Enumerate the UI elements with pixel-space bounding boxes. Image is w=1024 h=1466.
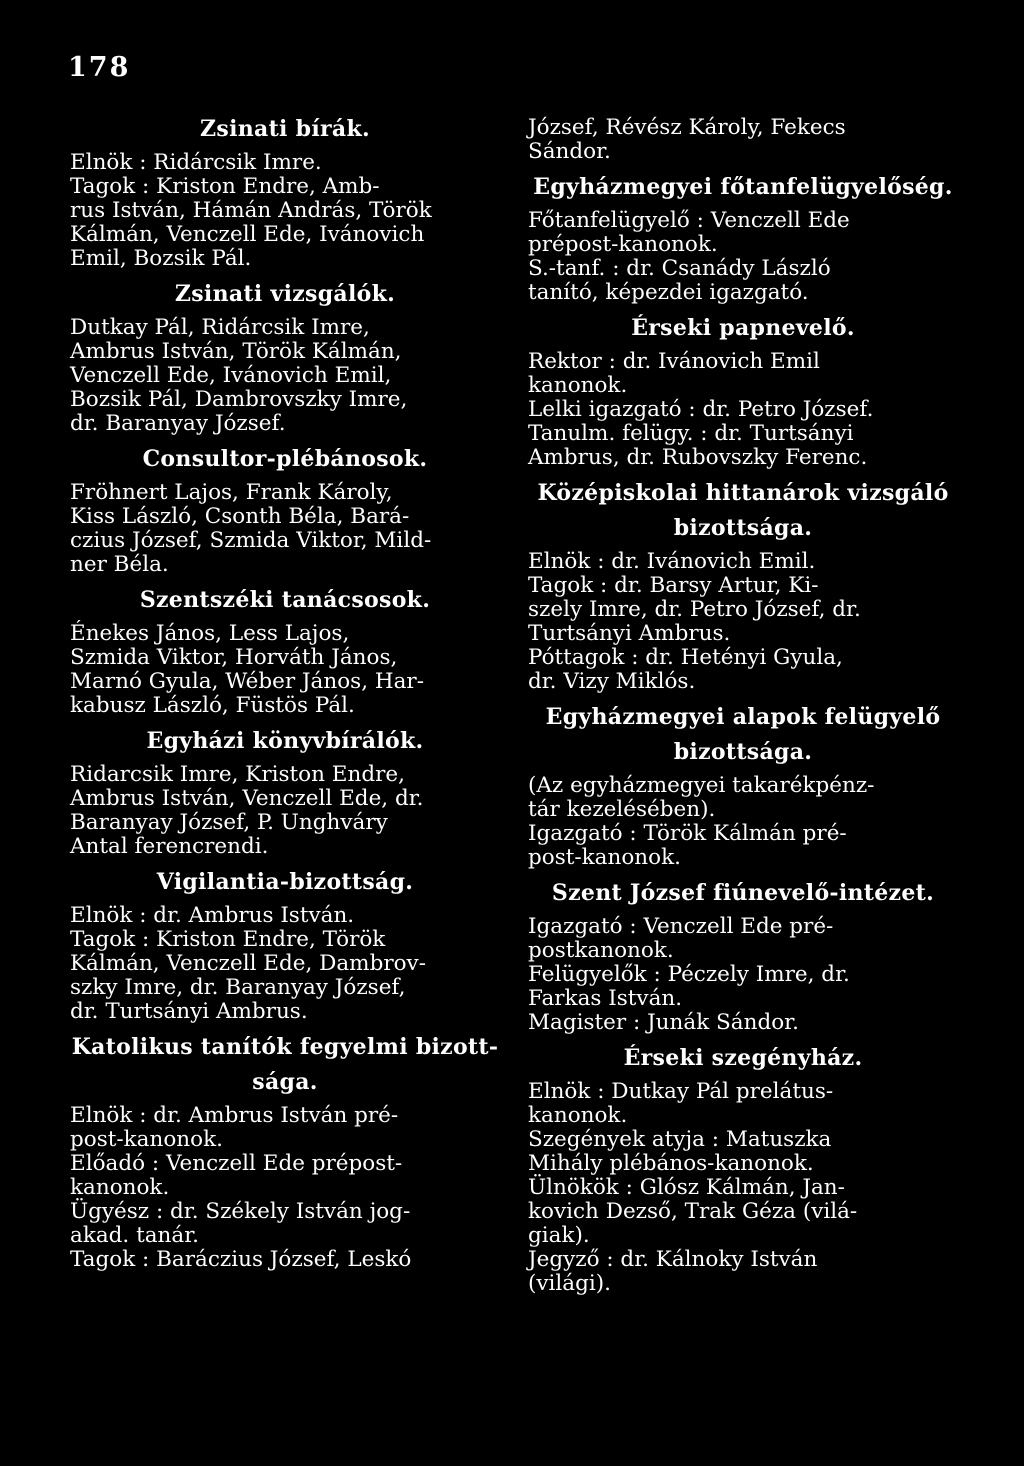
section-heading: Érseki papnevelő. (631, 315, 855, 341)
text-line: postkanonok. (528, 938, 674, 963)
text-line: Kiss László, Csonth Béla, Bará- (70, 504, 410, 529)
text-line: (világi). (528, 1271, 611, 1296)
text-line: Igazgató : Török Kálmán pré- (528, 821, 847, 846)
section-heading: Középiskolai hittanárok vizsgáló (537, 480, 949, 506)
section-heading: Egyházi könyvbírálók. (146, 728, 424, 754)
text-line: Elnök : Ridárcsik Imre. (70, 150, 322, 175)
text-line: Jegyző : dr. Kálnoky István (528, 1247, 818, 1272)
text-line: tanító, képezdei igazgató. (528, 280, 809, 305)
text-line: Kálmán, Venczell Ede, Ivánovich (70, 222, 425, 247)
text-line: Ambrus, dr. Rubovszky Ferenc. (528, 445, 868, 470)
text-line: S.-tanf. : dr. Csanády László (528, 256, 831, 281)
text-line: prépost-kanonok. (528, 232, 718, 257)
text-line: Kálmán, Venczell Ede, Dambrov- (70, 951, 426, 976)
text-line: Tagok : Kriston Endre, Török (70, 927, 386, 952)
text-line: József, Révész Károly, Fekecs (528, 115, 846, 140)
text-line: Bozsik Pál, Dambrovszky Imre, (70, 387, 408, 412)
text-line: Főtanfelügyelő : Venczell Ede (528, 208, 850, 233)
text-line: dr. Vizy Miklós. (528, 669, 696, 694)
section-heading: Katolikus tanítók fegyelmi bizott- (71, 1034, 499, 1060)
text-line: ner Béla. (70, 552, 169, 577)
text-line: Szegények atyja : Matuszka (528, 1127, 832, 1152)
text-line: Dutkay Pál, Ridárcsik Imre, (70, 315, 370, 340)
text-line: akad. tanár. (70, 1223, 199, 1248)
text-line: Venczell Ede, Ivánovich Emil, (70, 363, 392, 388)
text-line: dr. Baranyay József. (70, 411, 286, 436)
text-line: Baranyay József, P. Unghváry (70, 810, 388, 835)
text-line: rus István, Hámán András, Török (70, 198, 432, 223)
text-line: kanonok. (528, 1103, 628, 1128)
text-line: Lelki igazgató : dr. Petro József. (528, 397, 874, 422)
text-line: Elnök : Dutkay Pál prelátus- (528, 1079, 834, 1104)
text-line: Felügyelők : Péczely Imre, dr. (528, 962, 850, 987)
text-line: dr. Turtsányi Ambrus. (70, 999, 308, 1024)
section-heading: Vigilantia-bizottság. (156, 869, 414, 895)
text-line: post-kanonok. (70, 1127, 223, 1152)
section-heading: bizottsága. (673, 515, 813, 541)
text-line: tár kezelésében). (528, 797, 716, 822)
text-line: Szmida Viktor, Horváth János, (70, 645, 398, 670)
section-heading: Consultor-plébánosok. (142, 446, 428, 472)
right-column (528, 116, 958, 1296)
text-line: Póttagok : dr. Hetényi Gyula, (528, 645, 843, 670)
text-line: Rektor : dr. Ivánovich Emil (528, 349, 820, 374)
text-line: Farkas István. (528, 986, 683, 1011)
text-line: Emil, Bozsik Pál. (70, 246, 252, 271)
text-line: Tagok : dr. Barsy Artur, Ki- (528, 573, 819, 598)
section-heading: Egyházmegyei főtanfelügyelőség. (533, 174, 953, 200)
text-line: post-kanonok. (528, 845, 681, 870)
text-line: Tagok : Baráczius József, Leskó (70, 1247, 412, 1272)
text-line: Turtsányi Ambrus. (528, 621, 731, 646)
text-line: kabusz László, Füstös Pál. (70, 693, 355, 718)
text-line: Tagok : Kriston Endre, Amb- (70, 174, 380, 199)
section-heading: Szent József fiúnevelő-intézet. (551, 880, 935, 906)
text-line: Elnök : dr. Ambrus István. (70, 903, 355, 928)
text-line: Antal ferencrendi. (70, 834, 269, 859)
page-number: 178 (68, 52, 131, 83)
left-column (70, 116, 500, 1272)
section-heading: Zsinati vizsgálók. (174, 281, 396, 307)
section-heading: bizottsága. (673, 739, 813, 765)
text-line: Igazgató : Venczell Ede pré- (528, 914, 834, 939)
text-line: Tanulm. felügy. : dr. Turtsányi (528, 421, 854, 446)
text-line: kanonok. (70, 1175, 170, 1200)
text-line: Ügyész : dr. Székely István jog- (70, 1199, 411, 1224)
text-line: kovich Dezső, Trak Géza (vilá- (528, 1199, 858, 1224)
text-line: czius József, Szmida Viktor, Mild- (70, 528, 432, 553)
text-line: Fröhnert Lajos, Frank Károly, (70, 480, 393, 505)
text-line: Ambrus István, Török Kálmán, (70, 339, 402, 364)
text-line: kanonok. (528, 373, 628, 398)
text-line: giak). (528, 1223, 590, 1248)
text-line: Ridarcsik Imre, Kriston Endre, (70, 762, 405, 787)
text-line: Elnök : dr. Ivánovich Emil. (528, 549, 816, 574)
text-line: Előadó : Venczell Ede prépost- (70, 1151, 403, 1176)
section-heading: Egyházmegyei alapok felügyelő (545, 704, 941, 730)
section-heading: sága. (252, 1069, 318, 1095)
text-line: Ülnökök : Glósz Kálmán, Jan- (528, 1175, 845, 1200)
text-line: Ambrus István, Venczell Ede, dr. (70, 786, 424, 811)
text-line: Magister : Junák Sándor. (528, 1010, 799, 1035)
text-line: (Az egyházmegyei takarékpénz- (528, 773, 875, 798)
section-heading: Érseki szegényház. (623, 1045, 863, 1071)
text-line: Énekes János, Less Lajos, (70, 621, 350, 646)
text-line: Sándor. (528, 139, 611, 164)
text-line: szky Imre, dr. Baranyay József, (70, 975, 406, 1000)
text-line: Elnök : dr. Ambrus István pré- (70, 1103, 399, 1128)
text-line: Mihály plébános-kanonok. (528, 1151, 814, 1176)
text-line: Marnó Gyula, Wéber János, Har- (70, 669, 424, 694)
section-heading: Szentszéki tanácsosok. (139, 587, 431, 613)
section-heading: Zsinati bírák. (200, 116, 370, 142)
text-line: szely Imre, dr. Petro József, dr. (528, 597, 861, 622)
